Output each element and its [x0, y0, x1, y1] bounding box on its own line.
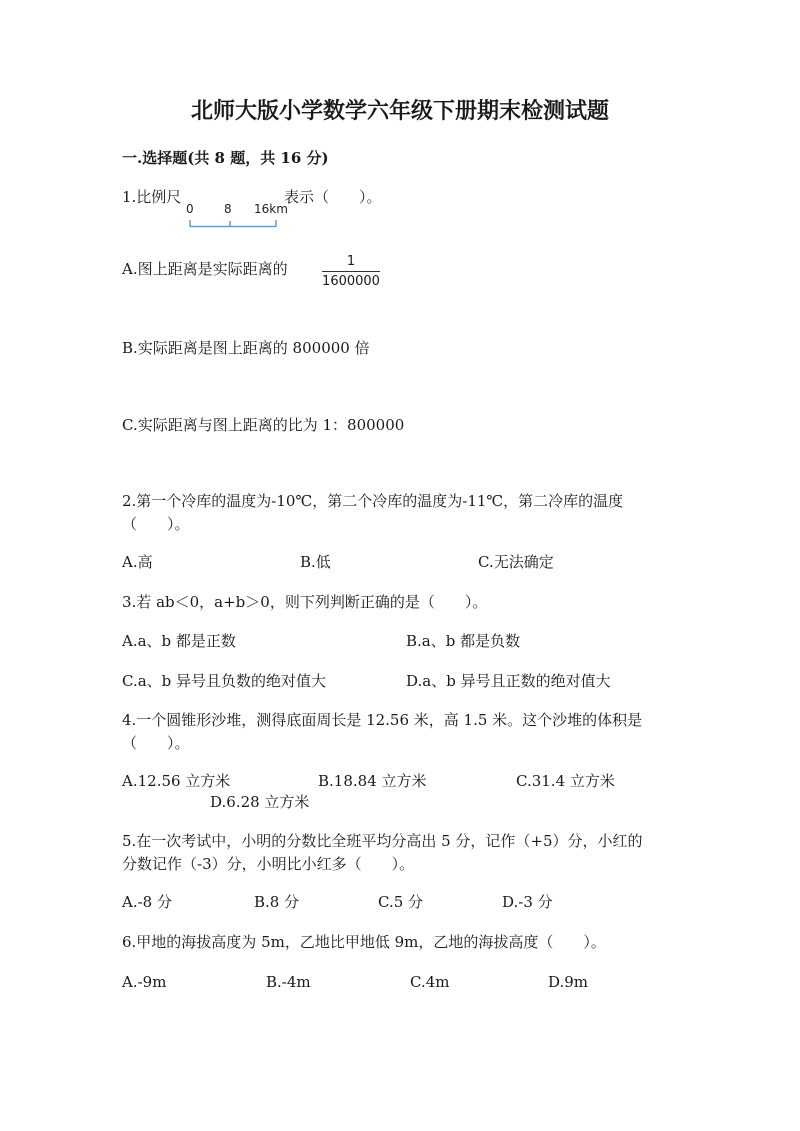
q5-stem-line2: 分数记作（-3）分，小明比小红多（ ）。 — [122, 855, 415, 873]
q4-option-b: B.18.84 立方米 — [318, 772, 427, 790]
q5-option-a: A.-8 分 — [122, 893, 172, 911]
q1-fraction — [322, 254, 380, 290]
q2-option-a: A.高 — [122, 553, 153, 571]
scale-label-8: 8 — [224, 202, 232, 216]
q3-option-a: A.a、b 都是正数 — [122, 632, 236, 650]
fraction-denominator: 1600000 — [322, 274, 380, 289]
q1-option-b: B.实际距离是图上距离的 800000 倍 — [122, 339, 370, 357]
fraction-bar — [322, 271, 380, 272]
q4-stem-line2: （ ）。 — [122, 734, 190, 752]
q4-option-c: C.31.4 立方米 — [516, 772, 615, 790]
section-heading: 一.选择题(共 8 题，共 16 分) — [122, 149, 329, 167]
q5-stem-line1: 5.在一次考试中，小明的分数比全班平均分高出 5 分，记作（+5）分，小红的 — [122, 832, 643, 850]
q4-option-d: D.6.28 立方米 — [210, 793, 310, 811]
q4-option-a: A.12.56 立方米 — [122, 772, 231, 790]
q5-option-c: C.5 分 — [378, 893, 424, 911]
q2-stem-line1: 2.第一个冷库的温度为-10℃，第二个冷库的温度为-11℃，第二冷库的温度 — [122, 492, 624, 510]
q3-option-c: C.a、b 异号且负数的绝对值大 — [122, 672, 327, 690]
q2-option-c: C.无法确定 — [478, 553, 554, 571]
q6-option-b: B.-4m — [266, 973, 311, 991]
scale-label-0: 0 — [186, 202, 194, 216]
q3-stem: 3.若 ab＜0，a+b＞0，则下列判断正确的是（ ）。 — [122, 593, 488, 611]
q1-option-c: C.实际距离与图上距离的比为 1：800000 — [122, 416, 405, 434]
scale-bar-icon — [184, 203, 284, 229]
page-title: 北师大版小学数学六年级下册期末检测试题 — [190, 98, 609, 124]
q1-option-a: A.图上距离是实际距离的 — [122, 260, 288, 278]
q2-option-b: B.低 — [300, 553, 331, 571]
q5-option-b: B.8 分 — [254, 893, 300, 911]
q6-option-d: D.9m — [548, 973, 589, 991]
fraction-numerator: 1 — [346, 254, 356, 269]
scale-bar-figure — [184, 202, 288, 229]
q2-stem-line2: （ ）。 — [122, 515, 190, 533]
scale-label-16km: 16km — [254, 202, 288, 216]
q6-option-a: A.-9m — [122, 973, 167, 991]
q6-option-c: C.4m — [410, 973, 450, 991]
q3-option-b: B.a、b 都是负数 — [406, 632, 521, 650]
q6-stem: 6.甲地的海拔高度为 5m，乙地比甲地低 9m，乙地的海拔高度（ ）。 — [122, 933, 606, 951]
q3-option-d: D.a、b 异号且正数的绝对值大 — [406, 672, 611, 690]
q5-option-d: D.-3 分 — [502, 893, 553, 911]
q4-stem-line1: 4.一个圆锥形沙堆，测得底面周长是 12.56 米，高 1.5 米。这个沙堆的体积是 — [122, 711, 643, 729]
q1-stem-before: 1.比例尺 — [122, 188, 182, 206]
q1-stem-after: 表示（ ）。 — [284, 188, 382, 206]
